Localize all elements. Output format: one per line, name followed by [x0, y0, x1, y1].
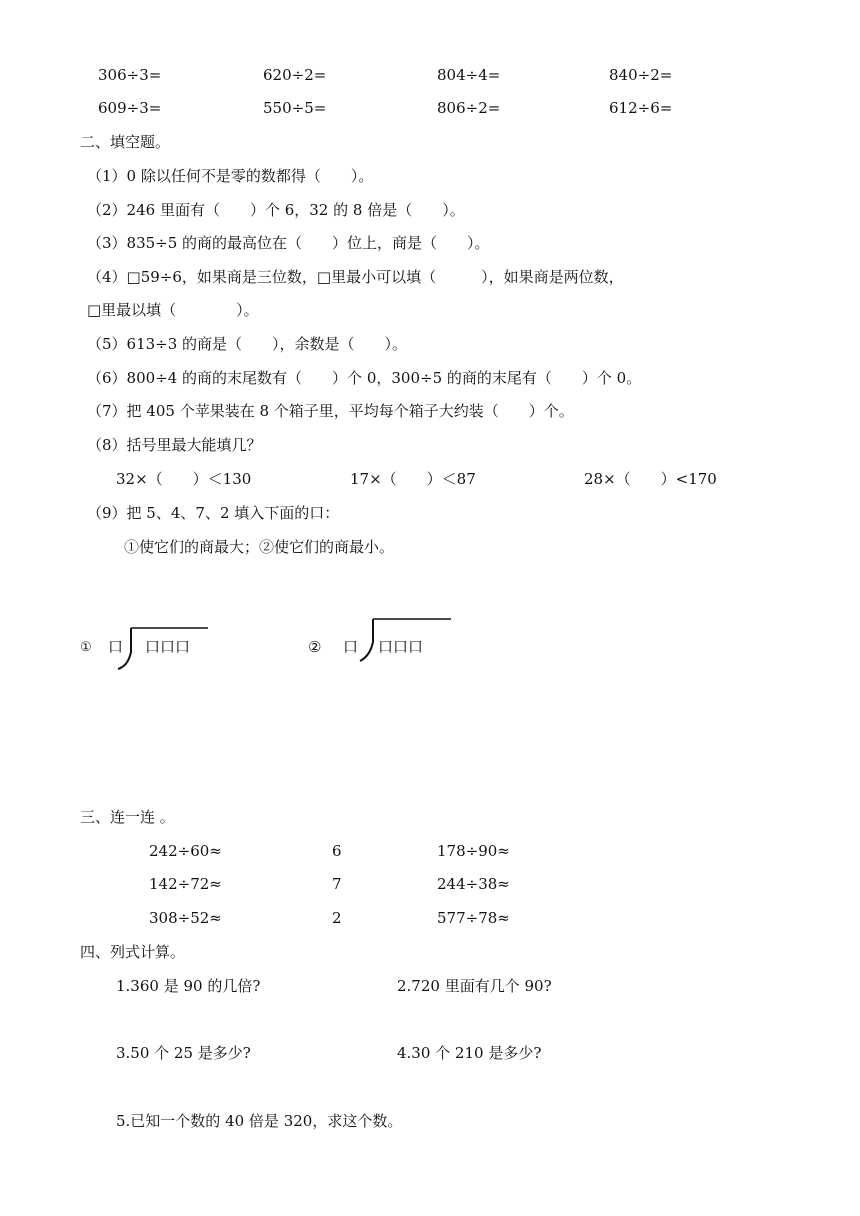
- calc-item: 612÷6=: [609, 99, 673, 117]
- section-title: 四、列式计算。: [80, 943, 186, 961]
- question-4-cont: □里最以填（ ）。: [87, 301, 259, 319]
- question-3: （3）835÷5 的商的最高位在（ ）位上，商是（ ）。: [87, 234, 490, 252]
- match-right: 178÷90≈: [437, 842, 510, 860]
- question-7: （7）把 405 个苹果装在 8 个箱子里，平均每个箱子大约装（ ）个。: [87, 402, 574, 420]
- match-right: 244÷38≈: [437, 875, 510, 893]
- question-9: （9）把 5、4、7、2 填入下面的口：: [87, 504, 340, 522]
- calc-item: 804÷4=: [437, 66, 501, 84]
- divisor-box: 口: [343, 638, 359, 656]
- match-right: 577÷78≈: [437, 909, 510, 927]
- word-problem: 1.360 是 90 的几倍?: [116, 977, 261, 995]
- question-9-instructions: ①使它们的商最大；②使它们的商最小。: [124, 538, 395, 556]
- word-problem: 5.已知一个数的 40 倍是 320，求这个数。: [116, 1112, 403, 1130]
- word-problem: 2.720 里面有几个 90?: [397, 977, 552, 995]
- dividend-boxes: 口口口: [378, 638, 424, 656]
- match-left: 242÷60≈: [149, 842, 222, 860]
- calc-item: 840÷2=: [609, 66, 673, 84]
- match-middle: 2: [332, 909, 342, 927]
- section-title: 二、填空题。: [80, 133, 171, 151]
- question-8: （8）括号里最大能填几？: [87, 436, 262, 454]
- question-2: （2）246 里面有（ ）个 6，32 的 8 倍是（ ）。: [87, 201, 465, 219]
- question-6: （6）800÷4 的商的末尾数有（ ）个 0，300÷5 的商的末尾有（ ）个 0。: [87, 369, 642, 387]
- match-middle: 7: [332, 875, 342, 893]
- calc-item: 609÷3=: [98, 99, 162, 117]
- match-middle: 6: [332, 842, 342, 860]
- division-label: ②: [308, 638, 322, 656]
- inequality-item: 32×（ ）＜130: [116, 470, 252, 488]
- dividend-boxes: 口口口: [145, 638, 191, 656]
- calc-item: 306÷3=: [98, 66, 162, 84]
- calc-item: 806÷2=: [437, 99, 501, 117]
- word-problem: 3.50 个 25 是多少?: [116, 1044, 251, 1062]
- calc-item: 620÷2=: [263, 66, 327, 84]
- question-1: （1）0 除以任何不是零的数都得（ ）。: [87, 167, 374, 185]
- calc-item: 550÷5=: [263, 99, 327, 117]
- question-5: （5）613÷3 的商是（ ），余数是（ ）。: [87, 335, 408, 353]
- inequality-item: 28×（ ）<170: [584, 470, 717, 488]
- question-4: （4）□59÷6，如果商是三位数，□里最小可以填（ ），如果商是两位数，: [87, 268, 624, 286]
- word-problem: 4.30 个 210 是多少?: [397, 1044, 542, 1062]
- division-label: ①: [80, 640, 92, 655]
- divisor-box: 口: [108, 638, 124, 656]
- match-left: 142÷72≈: [149, 875, 222, 893]
- section-title: 三、连一连 。: [80, 808, 175, 826]
- inequality-item: 17×（ ）＜87: [350, 470, 476, 488]
- match-left: 308÷52≈: [149, 909, 222, 927]
